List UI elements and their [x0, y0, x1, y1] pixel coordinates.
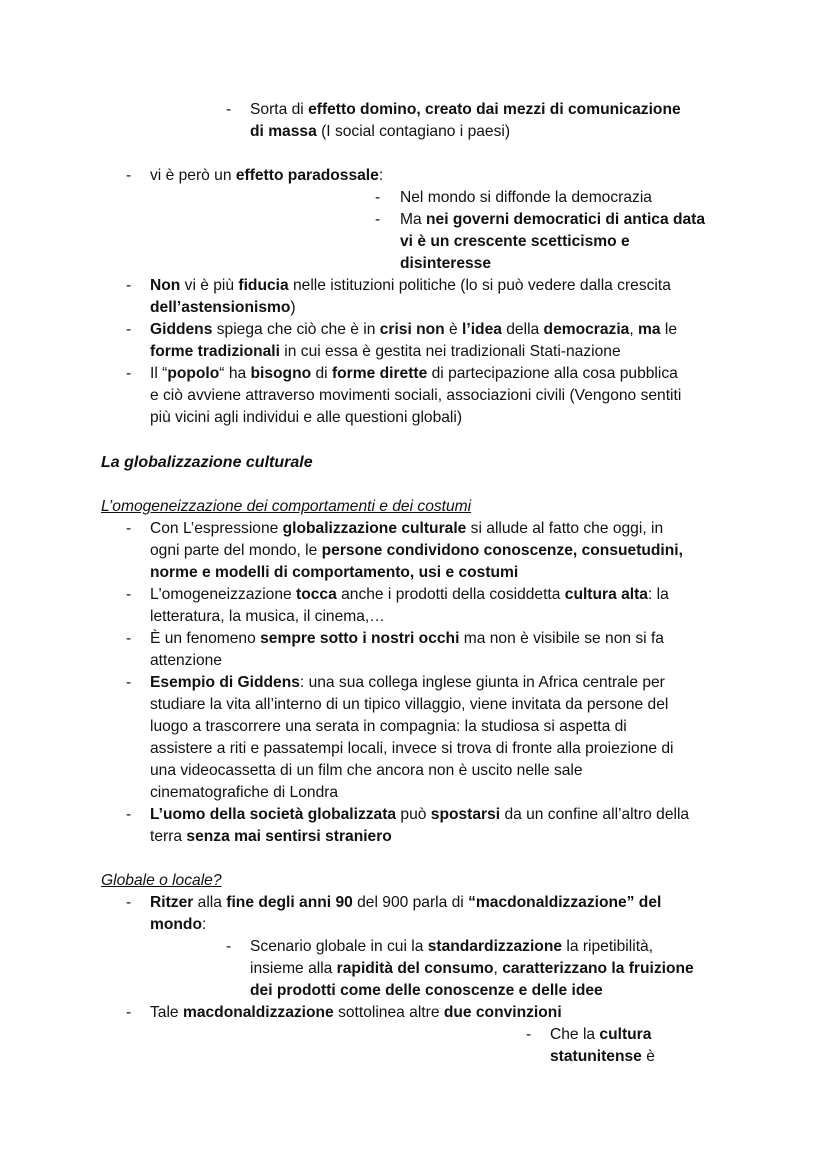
plain-text: Che la: [550, 1026, 600, 1043]
bold-text: tocca: [296, 586, 337, 603]
plain-text: insieme alla: [250, 960, 337, 977]
plain-text: si allude al fatto che oggi, in: [466, 520, 664, 537]
bold-text: nei governi democratici di antica data: [426, 211, 706, 228]
subsection-heading: Globale o locale?: [101, 872, 222, 889]
text-line: [150, 782, 338, 804]
bold-text: di massa: [250, 123, 317, 140]
text-line: [250, 936, 653, 958]
plain-text: È un fenomeno: [150, 630, 261, 647]
plain-text: sottolinea altre: [333, 1004, 444, 1021]
bold-text: effetto domino, creato dai mezzi di comunicazione: [308, 101, 681, 118]
bullet-dash: -: [126, 674, 132, 691]
plain-text: della: [501, 321, 544, 338]
text-line: [150, 804, 689, 826]
plain-text: di partecipazione alla cosa pubblica: [427, 365, 678, 382]
text-line: [150, 672, 665, 694]
text-line: [150, 628, 664, 650]
text-line: [150, 738, 674, 760]
plain-text: nelle istituzioni politiche (lo si può vedere dalla crescita: [288, 277, 671, 294]
bullet-dash: -: [226, 101, 232, 118]
text-line: [150, 407, 462, 429]
bold-text: macdonaldizzazione: [182, 1004, 334, 1021]
text-line: [400, 187, 652, 209]
plain-text: del 900 parla di: [352, 894, 469, 911]
plain-text: vi è però un: [150, 167, 236, 184]
bullet-dash: -: [226, 938, 232, 955]
text-line: [150, 694, 668, 716]
bold-text: fine degli anni 90: [226, 894, 353, 911]
bold-text: statunitense: [550, 1048, 642, 1065]
text-line: [150, 562, 518, 584]
plain-text: letteratura, la musica, il cinema,…: [150, 608, 385, 625]
text-line: [150, 319, 677, 341]
text-line: [250, 121, 510, 143]
plain-text: Tale: [150, 1004, 183, 1021]
plain-text: Ma: [400, 211, 426, 228]
bold-text: due convinzioni: [443, 1004, 562, 1021]
bold-text: l’idea: [462, 321, 502, 338]
bold-text: disinteresse: [400, 255, 492, 272]
plain-text: spiega che ciò che è in: [212, 321, 380, 338]
bold-text: norme e modelli di comportamento, usi e costumi: [150, 564, 519, 581]
text-line: [150, 716, 627, 738]
plain-text: Scenario globale in cui la: [250, 938, 428, 955]
text-line: [150, 518, 663, 540]
bullet-dash: -: [126, 630, 132, 647]
plain-text: L'omogeneizzazione: [150, 586, 297, 603]
text-line: [400, 253, 491, 275]
bold-text: mondo: [150, 916, 202, 933]
text-line: [150, 826, 392, 848]
plain-text: : una sua collega inglese giunta in Africa centrale per: [299, 674, 665, 691]
plain-text: di: [311, 365, 332, 382]
bold-text: dell’astensionismo: [150, 299, 291, 316]
plain-text: (I social contagiano i paesi): [316, 123, 511, 140]
text-line: [150, 385, 681, 407]
plain-text: e ciò avviene attraverso movimenti sociali, associazioni civili (Vengono sentiti: [150, 387, 682, 404]
plain-text: cinematografiche di Londra: [150, 784, 339, 801]
plain-text: Il “: [150, 365, 168, 382]
bullet-dash: -: [126, 365, 132, 382]
plain-text: più vicini agli individui e alle questioni globali): [150, 409, 463, 426]
bullet-dash: -: [375, 189, 381, 206]
plain-text: luogo a trascorrere una serata in compagnia: la studiosa si aspetta di: [150, 718, 627, 735]
bold-text: vi è un crescente scetticismo e: [400, 233, 630, 250]
bold-text: persone condividono conoscenze, consuetudini,: [321, 542, 683, 559]
bold-text: senza mai sentirsi straniero: [186, 828, 392, 845]
plain-text: la ripetibilità,: [562, 938, 654, 955]
text-line: [150, 892, 661, 914]
text-line: [150, 650, 222, 672]
text-line: [250, 958, 694, 980]
plain-text: ): [290, 299, 296, 316]
plain-text: assistere a riti e passatempi locali, invece si trova di fronte alla proiezione di: [150, 740, 674, 757]
bold-text: globalizzazione culturale: [282, 520, 467, 537]
text-line: [150, 584, 669, 606]
plain-text: ma non è visibile se non si fa: [459, 630, 664, 647]
bullet-dash: -: [126, 586, 132, 603]
bold-text: Non: [150, 277, 181, 294]
plain-text: è: [444, 321, 463, 338]
bullet-dash: -: [126, 277, 132, 294]
text-line: [150, 1002, 562, 1024]
bullet-dash: -: [126, 894, 132, 911]
bold-text: caratterizzano la fruizione: [502, 960, 694, 977]
text-line: [400, 209, 705, 231]
bold-text: forme dirette: [331, 365, 428, 382]
bold-text: fiducia: [238, 277, 289, 294]
bold-text: effetto paradossale: [235, 167, 379, 184]
bold-text: sempre sotto i nostri occhi: [260, 630, 460, 647]
plain-text: “ ha: [219, 365, 251, 382]
plain-text: può: [396, 806, 431, 823]
bold-text: standardizzazione: [427, 938, 563, 955]
text-line: [250, 980, 603, 1002]
bullet-dash: -: [526, 1026, 532, 1043]
plain-text: :: [201, 916, 207, 933]
bold-text: popolo: [167, 365, 220, 382]
bullet-dash: -: [126, 520, 132, 537]
bold-text: dei prodotti come delle conoscenze e delle idee: [250, 982, 603, 999]
subsection-heading: L’omogeneizzazione dei comportamenti e dei costumi: [101, 498, 472, 515]
plain-text: una videocassetta di un film che ancora non è uscito nelle sale: [150, 762, 583, 779]
text-line: [150, 606, 385, 628]
plain-text: : la: [647, 586, 669, 603]
plain-text: :: [378, 167, 384, 184]
bold-text: L’uomo della società globalizzata: [150, 806, 397, 823]
plain-text: anche i prodotti della cosiddetta: [336, 586, 565, 603]
plain-text: Nel mondo si diffonde la democrazia: [400, 189, 652, 206]
text-line: [400, 231, 630, 253]
bold-text: forme tradizionali: [150, 343, 280, 360]
bullet-dash: -: [126, 806, 132, 823]
plain-text: ,: [493, 960, 503, 977]
plain-text: da un confine all’altro della: [500, 806, 690, 823]
bullet-dash: -: [126, 167, 132, 184]
bold-text: democrazia: [543, 321, 630, 338]
plain-text: attenzione: [150, 652, 222, 669]
section-heading: La globalizzazione culturale: [101, 454, 313, 471]
plain-text: ogni parte del mondo, le: [150, 542, 322, 559]
plain-text: Sorta di: [250, 101, 309, 118]
text-line: [150, 297, 296, 319]
bold-text: Ritzer: [150, 894, 194, 911]
plain-text: ,: [629, 321, 639, 338]
bold-text: crisi non: [379, 321, 445, 338]
plain-text: vi è più: [180, 277, 239, 294]
bold-text: spostarsi: [430, 806, 501, 823]
bullet-dash: -: [375, 211, 381, 228]
text-line: [150, 363, 678, 385]
text-line: [550, 1046, 655, 1068]
text-line: [150, 341, 621, 363]
plain-text: Con L’espressione: [150, 520, 283, 537]
plain-text: terra: [150, 828, 187, 845]
plain-text: in cui essa è gestita nei tradizionali Stati-nazione: [279, 343, 621, 360]
text-line: [150, 540, 683, 562]
text-line: [250, 99, 681, 121]
bold-text: cultura alta: [564, 586, 648, 603]
text-line: [150, 914, 206, 936]
text-line: [150, 760, 583, 782]
text-line: [150, 275, 671, 297]
text-line: [550, 1024, 651, 1046]
bold-text: Esempio di Giddens: [150, 674, 300, 691]
plain-text: è: [641, 1048, 655, 1065]
bold-text: “macdonaldizzazione” del: [468, 894, 662, 911]
text-line: [150, 165, 383, 187]
plain-text: alla: [193, 894, 227, 911]
bullet-dash: -: [126, 321, 132, 338]
bold-text: Giddens: [150, 321, 213, 338]
plain-text: studiare la vita all’interno di un tipico villaggio, viene invitata da persone del: [150, 696, 669, 713]
bold-text: ma: [638, 321, 661, 338]
bullet-dash: -: [126, 1004, 132, 1021]
bold-text: cultura: [599, 1026, 652, 1043]
plain-text: le: [660, 321, 678, 338]
bold-text: rapidità del consumo: [336, 960, 494, 977]
bold-text: bisogno: [250, 365, 312, 382]
